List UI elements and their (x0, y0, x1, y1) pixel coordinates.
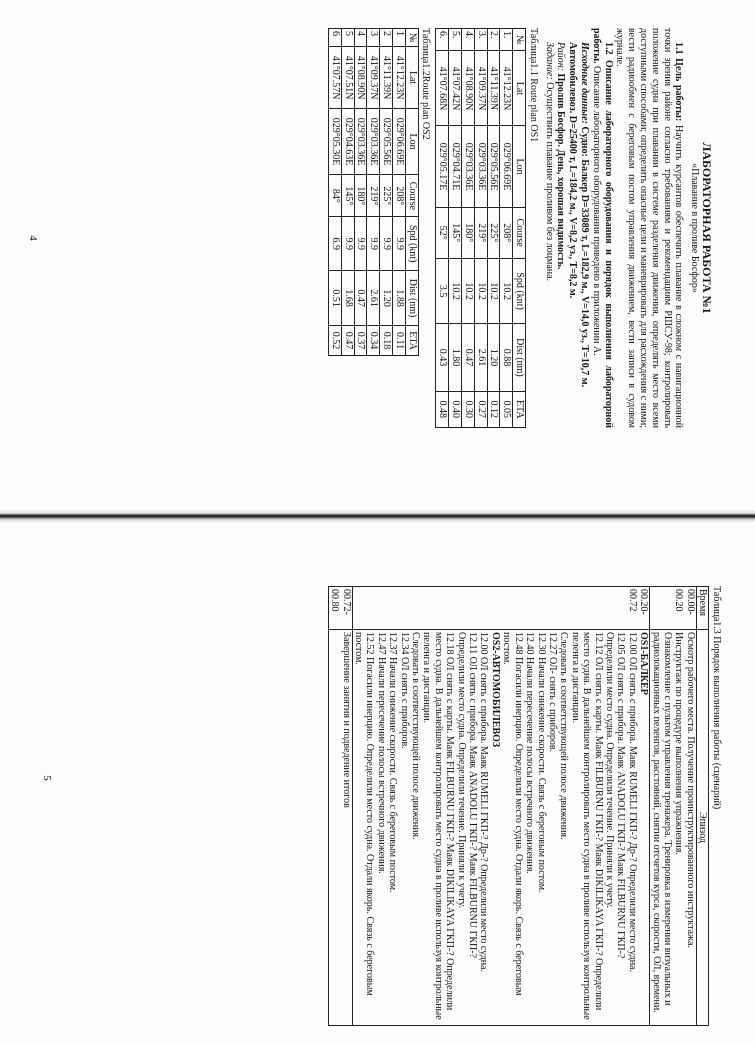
episode-line: 12.11 ОЛ снять с прибора. Маяк ANADOLU ГКП-? Маяк FILBURNU ГКП-? (467, 632, 479, 959)
table-cell: 180° (354, 175, 367, 217)
table-cell: 10.2 (500, 258, 513, 323)
page-5-content (328, 586, 722, 1026)
table-header-cell: № (405, 29, 418, 47)
table-cell: 0.18 (380, 326, 393, 356)
table-cell: 029°03.36E (354, 108, 367, 174)
episode-line: Определили место судна. Определили течение. Приняли к учету. (455, 632, 467, 909)
table-header-cell: Spd (knt) (405, 217, 418, 271)
table-cell: 180° (462, 207, 475, 258)
initial-data-ship1: Судно: Балкер D=33089 т, L=182,9 м., V=14,0 уз., T=10,7 м. (579, 126, 591, 388)
table-cell: 029°03.36E (462, 126, 475, 207)
table-row (474, 29, 487, 428)
episode-line: 12.00 ОЛ снять с прибора. Маяк RUMELI ГКП-? Др-? Определили место судна. (626, 632, 638, 972)
table-cell: 5. (449, 29, 462, 51)
table-cell: 5 (341, 29, 354, 47)
route-plan-os2-table (328, 28, 419, 356)
table-cell: 41°11.39N (380, 47, 393, 109)
table-cell: 208° (500, 207, 513, 258)
table-cell: 0.88 (500, 324, 513, 391)
table-row (462, 29, 475, 428)
initial-data-label: Исходные данные: (579, 42, 591, 124)
table-cell: 41°07.42N (449, 51, 462, 126)
table-header-cell: Lat (405, 47, 418, 109)
initial-data-ship2: Автомобилевоз. D=25400 т, L=184,2 м., V=8,2 уз., T=8,2 м. (567, 42, 579, 299)
lab-subtitle: «Плавание в проливе Босфор» (689, 163, 701, 293)
table-cell: 145° (449, 207, 462, 258)
goal-text: Научить курсантов обеспечить плавание в сложном с навигационной точки зрения районе согласно требованиям и рекомендациям РШСУ-98; контролировать положение судна при плавании в системе разделения движения, определять место всеми доступными способами; определить опасные цели и маневрировать для расхождения с ними; вести радиообмен с береговым постом управления движением, вести записи в судовом журнале. (614, 28, 685, 429)
scenario-time: 00.00- 00.20 (650, 587, 697, 630)
table-cell: 029°05.56E (380, 108, 393, 174)
table-cell: 1 (393, 29, 406, 47)
page-number-5: 5 (40, 775, 53, 781)
table-cell: 0.37 (354, 326, 367, 356)
table-row (354, 29, 367, 356)
table-cell: 84° (329, 175, 342, 217)
table-cell: 225° (380, 175, 393, 217)
scenario-caption: Таблица1.3 Порядок выполнения работы (сценарий) (711, 586, 722, 810)
table-cell: 41°08.90N (462, 51, 475, 126)
episode-line: 12.18 ОЛ снять с карты. Маяк FILBURNU ГКП-? Маяк DIKILIKAYA ГКП-? Определили место судна. В дальнейшем контролировать место судна в проливе используя контрольные пеленга и дистанции. (421, 632, 456, 1020)
table-cell: 41°12.23N (500, 51, 513, 126)
scenario-time: 00.72- 00.80 (328, 587, 352, 630)
table-cell: 41°08.90N (354, 47, 367, 109)
table-header-cell: Dist (nm) (405, 271, 418, 326)
table-cell: 6. (436, 29, 449, 51)
table-cell: 029°03.36E (367, 108, 380, 174)
table-cell: 3 (367, 29, 380, 47)
table-cell: 41°09.37N (367, 47, 380, 109)
table-cell: 9.9 (354, 217, 367, 271)
table-cell: 1.68 (341, 271, 354, 326)
page-number-4: 4 (26, 235, 39, 241)
table-cell: 2.61 (367, 271, 380, 326)
table-cell: 0.47 (462, 324, 475, 391)
table-cell: 1.80 (449, 324, 462, 391)
table-cell: 0.05 (500, 391, 513, 427)
table-cell: 0.52 (329, 326, 342, 356)
table-cell: 6.9 (329, 217, 342, 271)
initial-data (578, 28, 590, 428)
scenario-row (328, 587, 352, 1026)
page-4-content (328, 28, 712, 428)
table-cell: 2.61 (474, 324, 487, 391)
route-plan-os1-table (435, 28, 526, 428)
table-cell: 9.9 (380, 217, 393, 271)
table-row (380, 29, 393, 356)
scenario-time: 00.20- 00.72 (352, 587, 650, 630)
scenario-episode (328, 630, 352, 1026)
episode-line: Осмотр рабочего места. Получение проинструктированного инструктажа. (684, 632, 696, 948)
table-cell: 029°06.69E (500, 126, 513, 207)
table-cell: 219° (367, 175, 380, 217)
page-divider (0, 509, 755, 523)
table-cell: 029°04.71E (449, 126, 462, 207)
table-cell: 41°07.68N (436, 51, 449, 126)
table-cell: 1.20 (487, 324, 500, 391)
episode-line: 12.48 Погасили инерцию. Определили место судна. Отдали якорь. Связь с береговым постом. (501, 632, 524, 996)
episode-line: Ознакомление с пультом управления тренажера. Тренировка в измерении визуальных и радиолокационных пеленгов, расстояний, снятии отсчетов курса, скорости, ОЛ, времени. (650, 632, 673, 1013)
table-cell: 9.9 (341, 217, 354, 271)
table-row (500, 29, 513, 428)
table-header-cell: Lat (513, 51, 526, 126)
table-cell: 0.40 (449, 391, 462, 427)
time-header: Время (696, 587, 709, 630)
task-label: Задание: (543, 42, 555, 80)
table-header-cell: Lon (513, 126, 526, 207)
table-cell: 029°05.17E (436, 126, 449, 207)
episode-line: OS1-БАЛКЕР (638, 632, 650, 695)
table-cell: 41°11.39N (487, 51, 500, 126)
table-cell: 2. (487, 29, 500, 51)
table-cell: 9.9 (367, 217, 380, 271)
table-header-cell: Spd (knt) (513, 258, 526, 323)
table-header-cell: ETA (513, 391, 526, 427)
table-header-cell: Course (405, 175, 418, 217)
scenario-row (650, 587, 697, 1026)
table-cell: 1. (500, 29, 513, 51)
table-cell: 0.47 (341, 326, 354, 356)
table-cell: 0.48 (436, 391, 449, 427)
table-row (487, 29, 500, 428)
table-cell: 4. (462, 29, 475, 51)
table-header-cell: Dist (nm) (513, 324, 526, 391)
table-header-cell: ETA (405, 326, 418, 356)
episode-line: 12.00 ОЛ снять с прибора. Маяк RUMELI ГКП-? Др-? Определили место судна. (478, 632, 490, 972)
goal-paragraph (614, 28, 685, 428)
table-cell: 029°04.63E (341, 108, 354, 174)
episode-line: 12.27 ОЛ- снять с приборов. (546, 632, 558, 753)
table-cell: 029°05.30E (329, 108, 342, 174)
table-cell: 1.20 (380, 271, 393, 326)
table-cell: 0.12 (487, 391, 500, 427)
table-cell: 029°06.69E (393, 108, 406, 174)
table-cell: 208° (393, 175, 406, 217)
table-cell: 225° (487, 207, 500, 258)
goal-heading: 1.1 Цель работы: (673, 42, 685, 122)
episode-header: Эпизод (696, 630, 709, 1026)
scenario-table (328, 586, 710, 1026)
equipment-text: Описание лабораторного оборудования приведено в приложении А. (590, 66, 602, 356)
episode-line: 12.47 Начали пересечение полосы встречного движения. (375, 632, 387, 874)
table-cell: 41°07.57N (329, 47, 342, 109)
region-line (555, 28, 567, 428)
task-line (543, 28, 555, 428)
table-row (393, 29, 406, 356)
table-cell: 3. (474, 29, 487, 51)
episode-line: 12.30 Начали снижение скорости. Связь с береговым постом. (535, 632, 547, 893)
episode-line: 12.37 Начали снижение скорости. Связь с береговым постом. (387, 632, 399, 893)
episode-line: Завершение занятия и подведение итогов (340, 632, 352, 808)
table-cell: 10.2 (487, 258, 500, 323)
table-cell: 0.30 (462, 391, 475, 427)
episode-line: OS2-АВТОМОБИЛЕВОЗ (489, 632, 501, 748)
region-label: Район: (555, 42, 567, 72)
scenario-episode (650, 630, 697, 1026)
table-row (367, 29, 380, 356)
table-cell: 10.2 (449, 258, 462, 323)
table-header-cell: Course (513, 207, 526, 258)
initial-data-2 (566, 28, 578, 428)
table-cell: 219° (474, 207, 487, 258)
equipment-paragraph (590, 28, 614, 428)
table-cell: 41°12.23N (393, 47, 406, 109)
table-cell: 0.51 (329, 271, 342, 326)
episode-line: 12.12 ОЛ снять с карты. Маяк FILBURNU ГКП-? Маяк DIKILIKAYA ГКП-? Определили место судна. В дальнейшем контролировать место судна в проливе используя контрольные пеленга и дистанции. (569, 632, 604, 1020)
table-row (436, 29, 449, 428)
equipment-heading: 1.2 Описание лабораторного оборудования и порядок выполнения лабораторной работы. (590, 28, 614, 428)
table-row (329, 29, 342, 356)
page-4 (0, 0, 755, 510)
episode-line: 12.34 ОЛ снять с приборов. (398, 632, 410, 749)
table-cell: 0.47 (354, 271, 367, 326)
table-cell: 10.2 (462, 258, 475, 323)
task-text: Осуществить плавание проливом без лоцмана. (543, 82, 555, 282)
region-text: Пролив Босфор. День, хорошая видимость. (555, 73, 567, 270)
episode-line: Определили место судна. Определили течение. Приняли к учету. (603, 632, 615, 909)
episode-line: Инструктаж по процедуре выполнения упражнения. (673, 632, 685, 855)
table-cell: 0.27 (474, 391, 487, 427)
scenario-episode (352, 630, 650, 1026)
table-cell: 41°09.37N (474, 51, 487, 126)
table-cell: 41°07.51N (341, 47, 354, 109)
table-cell: 6 (329, 29, 342, 47)
table-cell: 2 (380, 29, 393, 47)
table-row (449, 29, 462, 428)
episode-line: 12.40 Начали пересечение полосы встречного движения. (524, 632, 536, 874)
table1-caption: Таблица1.1 Route plan OS1 (527, 28, 539, 143)
table-cell: 9.9 (393, 217, 406, 271)
episode-line: 12.05 ОЛ снять с прибора. Маяк ANADOLU ГКП-? Маяк FILBURNU ГКП-? (615, 632, 627, 959)
table-cell: 0.11 (393, 326, 406, 356)
table-cell: 029°05.56E (487, 126, 500, 207)
scenario-row (352, 587, 650, 1026)
table-cell: 4 (354, 29, 367, 47)
table-cell: 145° (341, 175, 354, 217)
table-cell: 029°03.36E (474, 126, 487, 207)
episode-line: 12.52 Погасили инерцию. Определили место судна. Отдали якорь. Связь с береговым постом. (353, 632, 376, 996)
episode-line: Следовать в соответствующей полосе движения. (410, 632, 422, 840)
table-header-cell: Lon (405, 108, 418, 174)
table2-caption: Таблица1.2Route plan OS2 (420, 28, 432, 140)
table-cell: 0.34 (367, 326, 380, 356)
table-header-cell: № (513, 29, 526, 51)
table-cell: 3.5 (436, 258, 449, 323)
lab-title: ЛАБОРАТОРНАЯ РАБОТА №1 (700, 142, 714, 314)
table-cell: 10.2 (474, 258, 487, 323)
table-cell: 0.43 (436, 324, 449, 391)
table-cell: 1.88 (393, 271, 406, 326)
table-row (341, 29, 354, 356)
episode-line: Следовать в соответствующей полосе движения. (558, 632, 570, 840)
table-cell: 52° (436, 207, 449, 258)
